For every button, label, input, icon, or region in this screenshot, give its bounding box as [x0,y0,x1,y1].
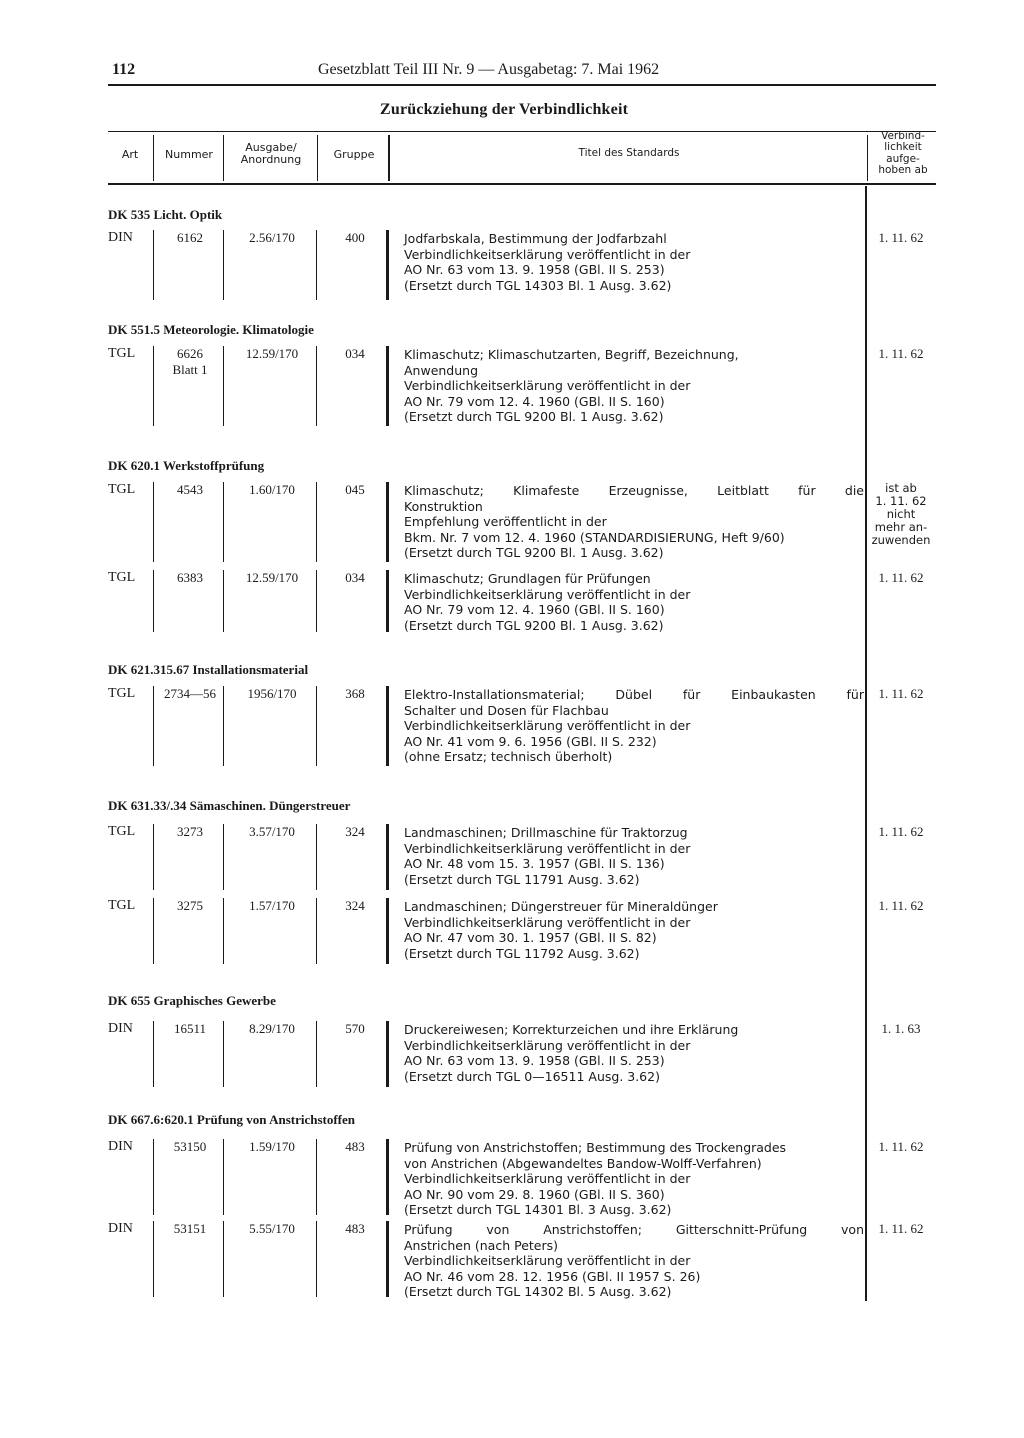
column-rule [386,686,389,766]
column-rule [153,1221,154,1297]
column-rule [316,570,317,632]
section-heading: DK 620.1 Werkstoffprüfung [108,458,265,473]
cell-title [404,1222,864,1300]
cell-aufgehoben-ab [868,686,934,702]
header-divider [317,135,318,181]
date-line: 1. 11. 62 [878,686,924,701]
top-rule [108,84,936,86]
running-head: Gesetzblatt Teil III Nr. 9 — Ausgabetag: 7. Mai 1962 [318,61,660,78]
title-line: AO Nr. 46 vom 28. 12. 1956 (GBl. II 1957 S. 26) [404,1268,701,1284]
cell-ausgabe: 1956/170 [247,686,297,701]
date-line: nicht [886,507,916,521]
title-line: (Ersetzt durch TGL 9200 Bl. 1 Ausg. 3.62) [404,545,664,561]
column-rule [316,230,317,300]
cell-ausgabe: 3.57/170 [249,824,295,839]
header-divider [867,135,868,181]
title-line: Prüfung von Anstrichstoffen; Bestimmung des Trockengrades [404,1140,787,1155]
cell-nummer [156,824,224,840]
col-head-aufgehoben-line2: lichkeit [884,141,922,154]
column-rule [153,898,154,964]
column-rule [153,570,154,632]
cell-art: TGL [108,686,136,701]
column-rule [316,346,317,426]
section-heading: DK 655 Graphisches Gewerbe [108,993,276,1008]
date-line: 1. 11. 62 [878,570,924,585]
table-title: Zurückziehung der Verbindlichkeit [380,101,629,118]
title-line: Verbindlichkeitserklärung veröffentlicht in der [404,840,691,856]
column-rule [386,482,389,562]
title-line: Landmaschinen; Düngerstreuer für Mineraldünger [404,899,718,914]
cell-art: DIN [108,1021,133,1036]
cell-gruppe: 034 [345,346,365,361]
cell-art: TGL [108,898,136,913]
col-head-aufgehoben-line4: hoben ab [878,164,928,177]
cell-nummer [156,570,224,586]
date-line: mehr an- [874,520,928,534]
cell-art: TGL [108,824,136,839]
title-line: Anwendung [404,362,479,378]
cell-art: DIN [108,1139,133,1154]
header-divider [388,135,390,181]
cell-nummer-value: 3275 [177,898,203,913]
date-line: 1. 11. 62 [878,230,924,245]
cell-aufgehoben-ab [868,570,934,586]
col-head-ausgabe [225,142,317,166]
col-head-nummer: Nummer [165,148,213,161]
cell-aufgehoben-ab [868,1139,934,1155]
column-rule [386,1221,389,1297]
column-rule [153,824,154,890]
title-line: (Ersetzt durch TGL 14302 Bl. 5 Ausg. 3.62) [404,1284,672,1300]
column-rule [223,686,224,766]
title-line: Anstrichen (nach Peters) [404,1237,559,1253]
title-line: (ohne Ersatz; technisch überholt) [404,749,613,765]
cell-aufgehoben-ab [868,230,934,246]
cell-gruppe: 034 [345,570,365,585]
column-rule [316,686,317,766]
cell-gruppe: 324 [345,824,365,839]
title-line: Prüfung von Anstrichstoffen; Gitterschnitt-Prüfung von [404,1222,864,1237]
cell-ausgabe: 1.59/170 [249,1139,295,1154]
date-line: 1. 1. 63 [881,1021,921,1036]
column-rule [223,1021,224,1087]
title-line: Verbindlichkeitserklärung veröffentlicht in der [404,1171,691,1187]
cell-title [404,231,864,293]
cell-title [404,483,864,561]
column-rule [386,346,389,426]
col-head-art: Art [121,148,139,161]
column-rule [153,346,154,426]
title-line: Konstruktion [404,498,483,514]
date-line: 1. 11. 62 [875,494,927,508]
title-line: Landmaschinen; Drillmaschine für Traktorzug [404,825,688,840]
title-line: Bkm. Nr. 7 vom 12. 4. 1960 (STANDARDISIERUNG, Heft 9/60) [404,529,785,545]
title-line: (Ersetzt durch TGL 14303 Bl. 1 Ausg. 3.62) [404,277,672,293]
title-line: AO Nr. 47 vom 30. 1. 1957 (GBl. II S. 82) [404,930,657,946]
column-rule [386,898,389,964]
title-line: (Ersetzt durch TGL 11792 Ausg. 3.62) [404,945,640,961]
title-line: (Ersetzt durch TGL 0—16511 Ausg. 3.62) [404,1068,660,1084]
cell-ausgabe: 8.29/170 [249,1021,295,1036]
column-rule [223,824,224,890]
column-rule [316,482,317,562]
column-rule [223,1139,224,1215]
right-column-rule [865,186,867,1301]
cell-nummer-value: 4543 [177,482,203,497]
header-bottom-rule [108,183,936,185]
page-number: 112 [112,61,136,78]
cell-title [404,899,864,961]
title-line: (Ersetzt durch TGL 9200 Bl. 1 Ausg. 3.62) [404,617,664,633]
cell-nummer-value: 6626 [177,346,203,361]
column-rule [386,1139,389,1215]
table-header [108,130,936,181]
date-line: 1. 11. 62 [878,346,924,361]
title-line: Verbindlichkeitserklärung veröffentlicht in der [404,586,691,602]
date-line: zuwenden [871,533,931,547]
cell-gruppe: 483 [345,1221,365,1236]
cell-nummer [156,1221,224,1237]
column-rule [316,898,317,964]
column-rule [386,824,389,890]
col-head-ausgabe-line2: Anordnung [240,153,302,166]
title-line: Verbindlichkeitserklärung veröffentlicht in der [404,1253,691,1269]
title-line: Schalter und Dosen für Flachbau [404,702,609,718]
section-heading: DK 621.315.67 Installationsmaterial [108,662,309,677]
title-line: (Ersetzt durch TGL 14301 Bl. 3 Ausg. 3.62) [404,1202,672,1218]
col-head-titel: Titel des Standards [578,147,680,159]
cell-nummer [156,346,224,377]
header-divider [153,135,154,181]
title-line: Klimaschutz; Grundlagen für Prüfungen [404,571,651,586]
header-divider [223,135,224,181]
title-line: Verbindlichkeitserklärung veröffentlicht in der [404,914,691,930]
column-rule [316,1139,317,1215]
column-rule [153,1021,154,1087]
cell-nummer [156,1139,224,1155]
title-line: Empfehlung veröffentlicht in der [404,514,607,530]
cell-nummer-value: 53151 [173,1221,207,1236]
cell-aufgehoben-ab [868,482,934,547]
cell-gruppe: 483 [345,1139,365,1154]
cell-nummer [156,230,224,246]
date-line: ist ab [885,481,917,495]
cell-title [404,1022,864,1084]
title-line: AO Nr. 63 vom 13. 9. 1958 (GBl. II S. 253) [404,1053,665,1069]
cell-ausgabe: 12.59/170 [245,346,299,361]
title-line: Verbindlichkeitserklärung veröffentlicht in der [404,718,691,734]
cell-nummer-blatt: Blatt 1 [172,361,208,377]
column-rule [223,1221,224,1297]
cell-nummer [156,686,224,702]
date-line: 1. 11. 62 [878,1139,924,1154]
date-line: 1. 11. 62 [878,898,924,913]
cell-title [404,1140,864,1218]
cell-nummer-value: 6162 [177,230,203,245]
column-rule [316,824,317,890]
col-head-gruppe: Gruppe [333,148,375,161]
cell-gruppe: 045 [345,482,365,497]
section-heading: DK 535 Licht. Optik [108,207,223,222]
cell-nummer [156,898,224,914]
cell-nummer-value: 3273 [177,824,203,839]
title-line: AO Nr. 41 vom 9. 6. 1956 (GBl. II S. 232) [404,733,657,749]
column-rule [386,570,389,632]
title-line: Klimaschutz; Klimafeste Erzeugnisse, Leitblatt für die [404,483,864,498]
cell-gruppe: 324 [345,898,365,913]
cell-aufgehoben-ab [868,1021,934,1037]
column-rule [223,898,224,964]
column-rule [153,230,154,300]
column-rule [153,1139,154,1215]
cell-ausgabe: 2.56/170 [249,230,295,245]
cell-nummer-value: 53150 [173,1139,207,1154]
cell-art: TGL [108,482,136,497]
cell-art: TGL [108,346,136,361]
cell-nummer [156,482,224,498]
cell-nummer-value: 16511 [173,1021,207,1036]
cell-art: DIN [108,230,133,245]
column-rule [223,482,224,562]
col-head-aufgehoben-line1: Verbind- [881,130,925,142]
section-heading: DK 551.5 Meteorologie. Klimatologie [108,322,314,337]
cell-aufgehoben-ab [868,898,934,914]
cell-gruppe: 570 [345,1021,365,1036]
title-line: Jodfarbskala, Bestimmung der Jodfarbzahl [404,231,667,246]
cell-art: TGL [108,570,136,585]
section-heading: DK 631.33/.34 Sämaschinen. Düngerstreuer [108,798,351,813]
table-top-rule [108,131,936,132]
col-head-aufgehoben-line3: aufge- [886,152,920,165]
column-rule [153,482,154,562]
column-rule [316,1021,317,1087]
title-line: AO Nr. 48 vom 15. 3. 1957 (GBl. II S. 136) [404,856,665,872]
section-heading: DK 667.6:620.1 Prüfung von Anstrichstoffen [108,1112,356,1127]
title-line: AO Nr. 90 vom 29. 8. 1960 (GBl. II S. 360) [404,1186,665,1202]
cell-aufgehoben-ab [868,1221,934,1237]
col-head-ausgabe-line1: Ausgabe/ [245,141,297,154]
title-line: Druckereiwesen; Korrekturzeichen und ihre Erklärung [404,1022,739,1037]
cell-title [404,825,864,887]
column-rule [153,686,154,766]
cell-ausgabe: 5.55/170 [249,1221,295,1236]
cell-nummer-value: 6383 [177,570,203,585]
title-line: AO Nr. 79 vom 12. 4. 1960 (GBl. II S. 160) [404,602,665,618]
cell-title [404,687,864,765]
col-head-aufgehoben [870,131,936,177]
title-line: Verbindlichkeitserklärung veröffentlicht in der [404,246,691,262]
column-rule [223,570,224,632]
cell-ausgabe: 1.57/170 [249,898,295,913]
date-line: 1. 11. 62 [878,824,924,839]
cell-title [404,347,864,425]
cell-ausgabe: 12.59/170 [245,570,299,585]
title-line: Klimaschutz; Klimaschutzarten, Begriff, Bezeichnung, [404,347,739,362]
title-line: Elektro-Installationsmaterial; Dübel für Einbaukasten für [404,687,864,702]
column-rule [223,230,224,300]
cell-art: DIN [108,1221,133,1236]
cell-nummer [156,1021,224,1037]
column-rule [223,346,224,426]
cell-nummer-value: 2734—56 [164,686,216,701]
title-line: Verbindlichkeitserklärung veröffentlicht in der [404,378,691,394]
cell-aufgehoben-ab [868,346,934,362]
title-line: Verbindlichkeitserklärung veröffentlicht in der [404,1037,691,1053]
cell-ausgabe: 1.60/170 [249,482,295,497]
cell-gruppe: 400 [345,230,365,245]
title-line: AO Nr. 79 vom 12. 4. 1960 (GBl. II S. 160) [404,393,665,409]
cell-title [404,571,864,633]
title-line: (Ersetzt durch TGL 11791 Ausg. 3.62) [404,871,640,887]
date-line: 1. 11. 62 [878,1221,924,1236]
column-rule [386,1021,389,1087]
title-line: AO Nr. 63 vom 13. 9. 1958 (GBl. II S. 253) [404,262,665,278]
cell-aufgehoben-ab [868,824,934,840]
cell-gruppe: 368 [345,686,365,701]
column-rule [316,1221,317,1297]
title-line: (Ersetzt durch TGL 9200 Bl. 1 Ausg. 3.62) [404,409,664,425]
column-rule [386,230,389,300]
title-line: von Anstrichen (Abgewandeltes Bandow-Wolff-Verfahren) [404,1155,762,1171]
